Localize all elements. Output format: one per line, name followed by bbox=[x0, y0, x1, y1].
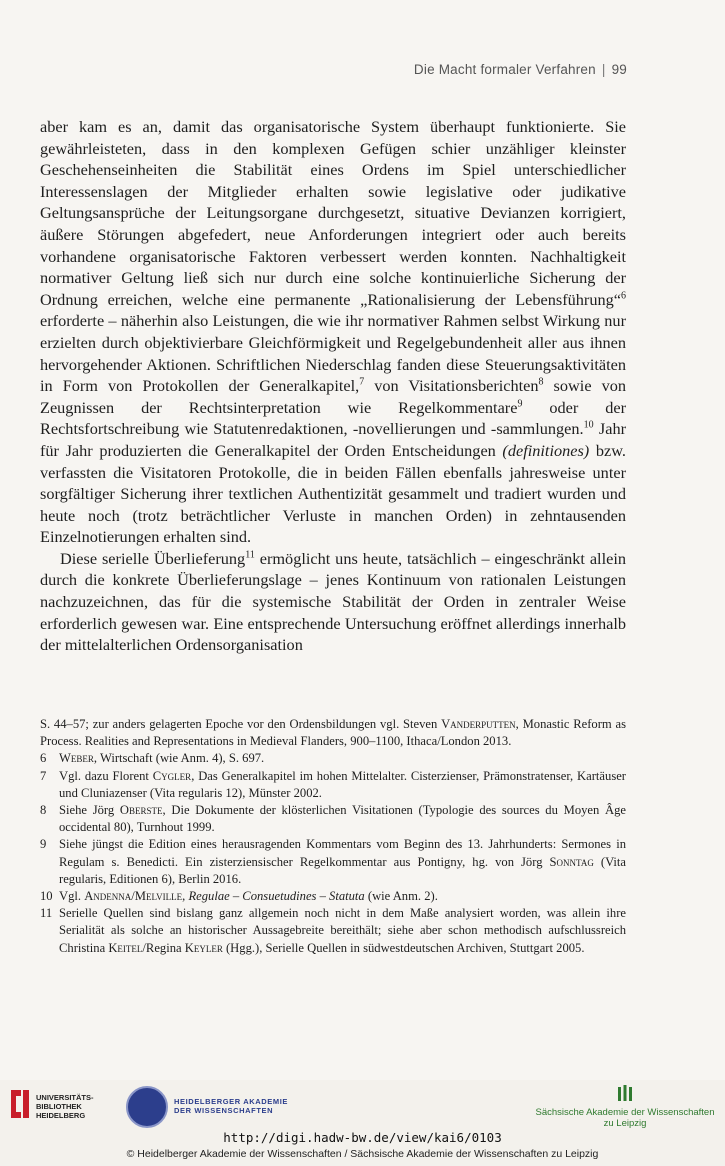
text-run: Vgl. bbox=[59, 889, 85, 904]
author-name: Oberste bbox=[119, 803, 163, 818]
footnote-8 bbox=[40, 802, 626, 836]
text-run: oder der Rechtsfortschreibung wie Statutenredaktionen, -novellierungen und -sammlungen. bbox=[40, 397, 627, 439]
footnote-ref-8[interactable]: 8 bbox=[538, 376, 544, 388]
author-name: Keitel bbox=[108, 940, 143, 955]
author-name: Cygler bbox=[152, 768, 192, 783]
text-run: ermöglicht uns heute, tatsächlich – eingeschränkt allein durch die konkrete Überlieferungslage – jenes Kontinuum von rationalen Leistungen nachzuzeichnen, das für die systemische Stabilität der Orden in zentraler Weise erforderlich gewesen war. Eine entsprechende Untersuchung eröffnet allerdings innerhalb der mittelalterlichen Ordensorganisation bbox=[40, 548, 626, 655]
hadw-logo[interactable] bbox=[126, 1086, 326, 1130]
text-run: Jahr für Jahr produzierten die Generalkapitel der Orden Entscheidungen bbox=[40, 419, 627, 460]
text-run: Diese serielle Überlieferung bbox=[60, 548, 246, 568]
author-name: Andenna/Melville bbox=[84, 889, 183, 904]
footnote-11 bbox=[40, 905, 626, 957]
italic-title: Regulae – Consuetudines – Statuta bbox=[188, 889, 365, 904]
text-run: (wie Anm. 2). bbox=[364, 889, 438, 904]
text-run: Serielle Quellen sind bislang ganz allgemein noch nicht in dem Maße analysiert worden, was allein ihre Serialität als solche an historischer Aussagebreite bereithält; siehe aber schon methodisch aufschlussreich Christina bbox=[59, 906, 626, 955]
footnote-ref-10[interactable]: 10 bbox=[583, 419, 594, 431]
copyright-notice: © Heidelberger Akademie der Wissenschaften / Sächsische Akademie der Wissenschaften zu Leipzig bbox=[126, 1148, 599, 1160]
footnote-number: 7 bbox=[40, 768, 47, 783]
text-run: erforderte – näherhin also Leistungen, die wie ihr normativer Rahmen selbst Wirkung nur erzielten durch objektivierbare Gleichförmigkeit und Regelgebundenheit aller aus ihnen hervorgehender Aktionen. Schriftlichen Niederschlag fanden diese Steuerungsaktivitäten in Form von Protokollen der Generalkapitel, bbox=[40, 311, 626, 396]
text-run: , Die Dokumente der klösterlichen Visitationen (Typologie des sources du Moyen Âge occidental 80), Turnhout 1999. bbox=[59, 803, 626, 835]
paragraph-1 bbox=[40, 116, 626, 548]
text-run: Vgl. dazu Florent bbox=[59, 768, 153, 783]
italic-term: (definitiones) bbox=[502, 440, 590, 460]
saxon-logo-text: Sächsische Akademie der Wissenschaften zu Leipzig bbox=[535, 1107, 715, 1129]
main-text bbox=[40, 116, 626, 656]
text-run: , Wirtschaft (wie Anm. 4), S. 697. bbox=[93, 751, 265, 766]
footnotes bbox=[40, 716, 626, 957]
author-name: Sonntag bbox=[549, 854, 594, 869]
permalink[interactable]: http://digi.hadw-bw.de/view/kai6/0103 bbox=[223, 1130, 502, 1145]
footnote-ref-9[interactable]: 9 bbox=[517, 398, 523, 410]
academy-building-icon bbox=[617, 1084, 633, 1102]
text-run: (Vita regularis, Editionen 6), Berlin 2016. bbox=[59, 854, 626, 886]
text-run: /Regina bbox=[142, 940, 185, 955]
hadw-logo-text: HEIDELBERGER AKADEMIE DER WISSENSCHAFTEN bbox=[174, 1097, 288, 1115]
footnote-number: 8 bbox=[40, 803, 47, 818]
running-header bbox=[414, 62, 627, 77]
text-run: , bbox=[182, 889, 189, 904]
footnote-ref-6[interactable]: 6 bbox=[621, 290, 626, 302]
running-title: Die Macht formaler Verfahren bbox=[413, 62, 596, 77]
ub-logo-text: UNIVERSITÄTS- BIBLIOTHEK HEIDELBERG bbox=[36, 1093, 94, 1120]
footnote-number: 11 bbox=[40, 906, 53, 921]
author-name: Weber bbox=[59, 751, 94, 766]
text-run: Siehe jüngst die Edition eines herausragenden Kommentars vom Beginn des 13. Jahrhunderts: Sermones in Regulam s. Benedicti. Ein zisterziensischer Regelkommentar aus Pontigny, hg. von Jörg bbox=[59, 837, 626, 869]
footnote-ref-7[interactable]: 7 bbox=[359, 376, 365, 388]
text-run: aber kam es an, damit das organisatorische System überhaupt funktionierte. Sie gewährleisteten, dass in den komplexen Gefügen schier unzähliger kleinster Geschehenseinheiten die Stabilität eines Ordens im Spiel unterschiedlicher Interessenslagen der Mitglieder erhalten sowie legislative oder judikative Geltungsansprüche der Leitungsorgane durchgesetzt, situative Devianzen korrigiert, äußere Störungen abgefedert, neue Anforderungen integriert oder auch bereits vorhandene organisatorische Faktoren verbessert werden konnten. Nachhaltigkeit normativer Geltung ließ sich nur durch eine solche kontinuierliche Sicherung der Ordnung erreichen, welche eine permanente „Rationalisierung der Lebensführung“ bbox=[40, 117, 626, 309]
text-run: , Monastic Reform as Process. Realities and Representations in Medieval Flanders, 900–1100, Ithaca/London 2013. bbox=[40, 717, 626, 749]
text-run: von Visitationsberichten bbox=[364, 376, 539, 396]
ub-heidelberg-logo[interactable] bbox=[8, 1088, 98, 1128]
text-run: (Hgg.), Serielle Quellen in südwestdeutschen Archiven, Stuttgart 2005. bbox=[222, 940, 585, 955]
footnote-10 bbox=[40, 888, 626, 905]
footnote-9 bbox=[40, 836, 626, 888]
footnote-7 bbox=[40, 768, 626, 802]
ub-emblem-icon bbox=[8, 1088, 32, 1120]
footnote-continuation bbox=[40, 716, 626, 750]
footnote-number: 9 bbox=[40, 837, 47, 852]
footnote-number: 6 bbox=[40, 751, 47, 766]
text-run: , Das Generalkapitel im hohen Mittelalter. Cisterzienser, Prämonstratenser, Kartäuser und Cluniazenser (Vita regularis 12), Münster 2002. bbox=[59, 768, 627, 800]
author-name: Vanderputten bbox=[441, 717, 516, 731]
text-run: S. 44–57; zur anders gelagerten Epoche vor den Ordensbildungen vgl. Steven bbox=[40, 717, 442, 731]
footnote-6 bbox=[40, 750, 626, 767]
academy-seal-icon bbox=[126, 1086, 168, 1128]
text-run: sowie von Zeugnissen der Rechtsinterpretation wie Regelkommentare bbox=[40, 376, 626, 417]
page-number: 99 bbox=[611, 62, 627, 77]
header-separator: | bbox=[601, 62, 606, 77]
text-run: Siehe Jörg bbox=[59, 803, 120, 818]
footnote-number: 10 bbox=[40, 889, 53, 904]
text-run: bzw. verfassten die Visitatoren Protokolle, die in beiden Fällen ebenfalls jahresweise unter sorgfältiger Sicherung ihrer textlichen Authentizität gesammelt und tradiert wurden und heute noch (trotz beträchtlicher Verluste in manchen Orden) in zehntausenden Einzelnotierungen erhalten sind. bbox=[40, 440, 626, 547]
footnote-ref-11[interactable]: 11 bbox=[245, 549, 255, 561]
paragraph-2 bbox=[40, 548, 626, 656]
author-name: Keyler bbox=[184, 940, 223, 955]
